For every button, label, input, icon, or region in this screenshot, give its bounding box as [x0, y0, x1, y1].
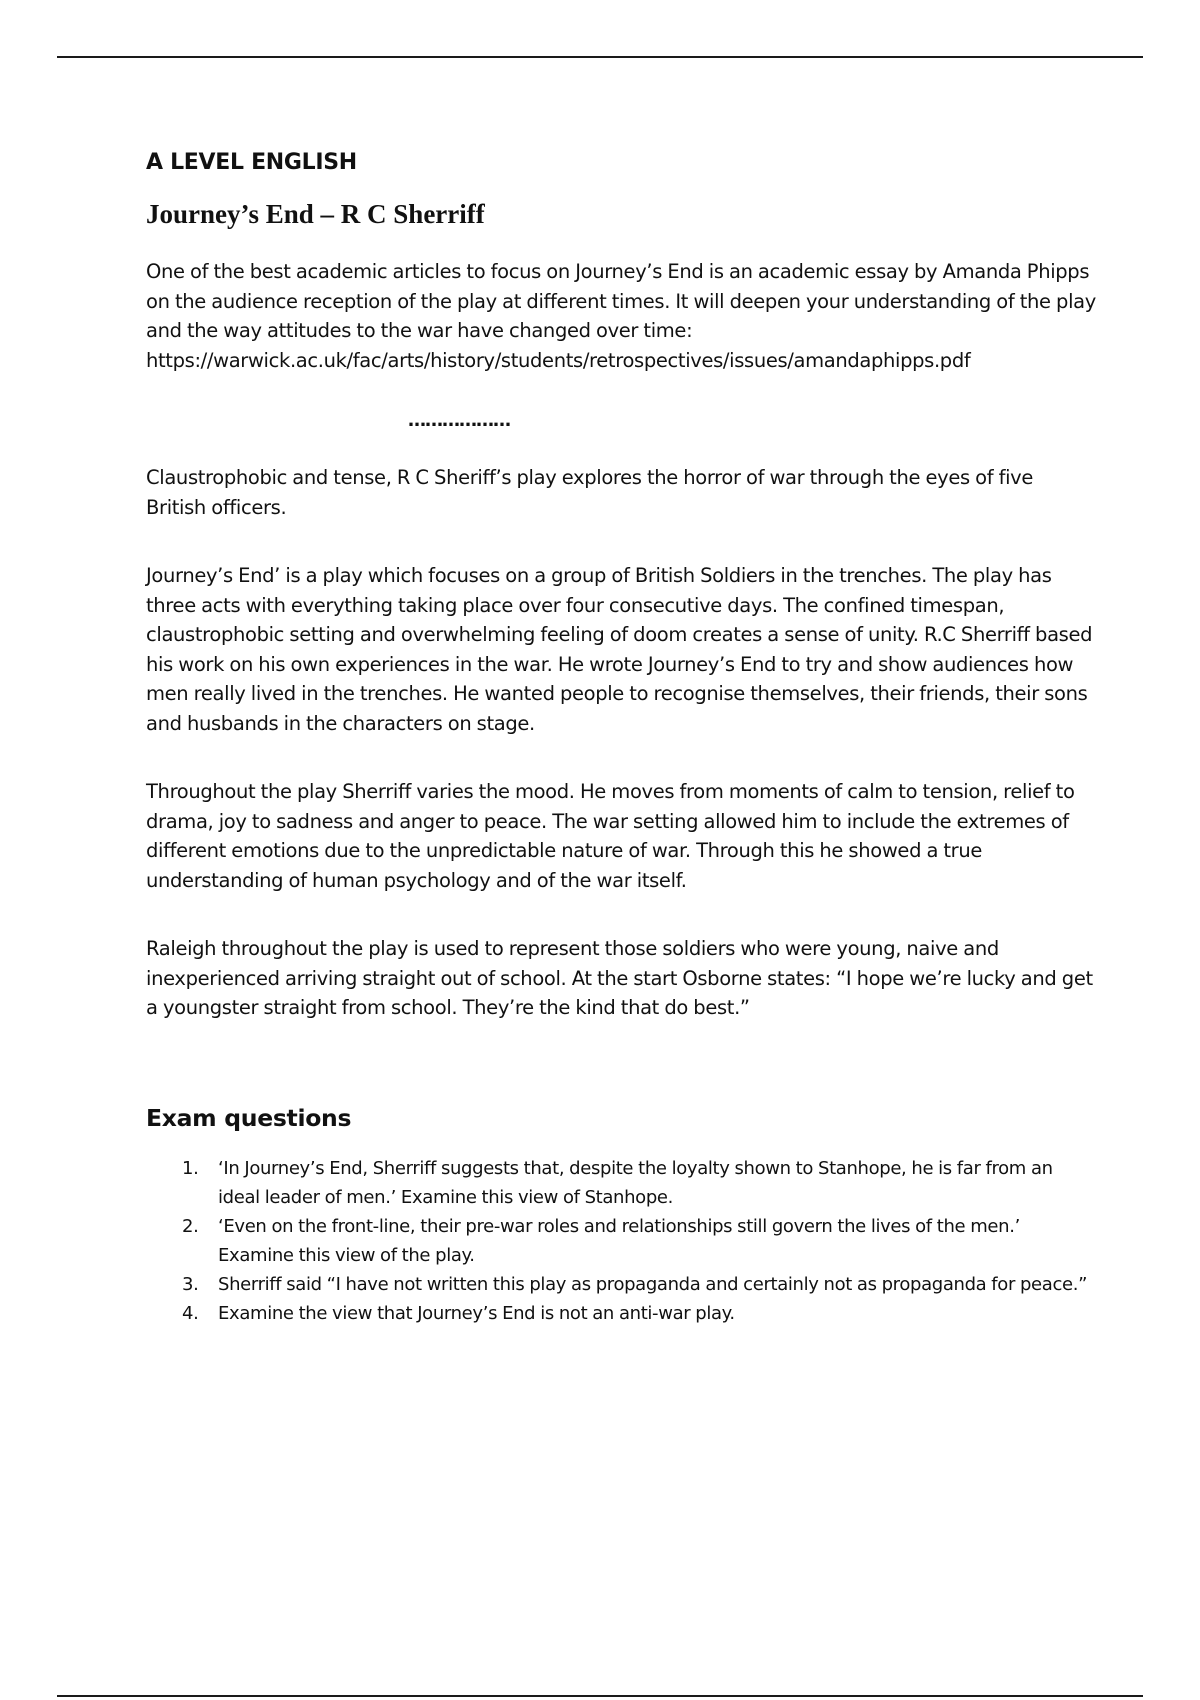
list-item — [146, 1299, 1096, 1328]
question-text: ‘In Journey’s End, Sherriff suggests that, despite the loyalty shown to Stanhope, he is far from an ideal leader of men.’ Examine this view of Stanhope. — [218, 1157, 1053, 1208]
question-number: 1. — [182, 1157, 199, 1179]
level-heading: A LEVEL ENGLISH — [146, 150, 357, 175]
bottom-rule — [57, 1695, 1143, 1697]
top-rule — [57, 56, 1143, 58]
exam-questions-heading: Exam questions — [146, 1103, 352, 1132]
question-text: Examine the view that Journey’s End is not an anti-war play. — [218, 1302, 735, 1324]
question-text: Sherriff said “I have not written this play as propaganda and certainly not as propaganda for peace.” — [218, 1273, 1088, 1295]
document-title: Journey’s End – R C Sherriff — [146, 199, 485, 229]
list-item — [146, 1212, 1096, 1270]
intro-paragraph: One of the best academic articles to focus on Journey’s End is an academic essay by Amanda Phipps on the audience reception of the play at different times. It will deepen your understanding of the play and the way attitudes to the war have changed over time: https://warwick.ac.uk/fac/arts/history/students/retrospectives/issues/amandaphipps.pdf — [146, 260, 1096, 372]
list-item — [146, 1270, 1096, 1299]
paragraph-mood: Throughout the play Sherriff varies the mood. He moves from moments of calm to tension, relief to drama, joy to sadness and anger to peace. The war setting allowed him to include the extremes of different emotions due to the unpredictable nature of war. Through this he showed a true understanding of human psychology and of the war itself. — [146, 780, 1075, 892]
paragraph-raleigh: Raleigh throughout the play is used to represent those soldiers who were young, naive and inexperienced arriving straight out of school. At the start Osborne states: “I hope we’re lucky and get a youngster straight from school. They’re the kind that do best.” — [146, 937, 1093, 1019]
paragraph-overview: Journey’s End’ is a play which focuses on a group of British Soldiers in the trenches. The play has three acts with everything taking place over four consecutive days. The confined timespan, claustrophobic setting and overwhelming feeling of doom creates a sense of unity. R.C Sherriff based his work on his own experiences in the war. He wrote Journey’s End to try and show audiences how men really lived in the trenches. He wanted people to recognise themselves, their friends, their sons and husbands in the characters on stage. — [146, 564, 1093, 735]
paragraph-summary: Claustrophobic and tense, R C Sheriff’s play explores the horror of war through the eyes of five British officers. — [146, 466, 1033, 519]
exam-questions-list — [146, 1154, 1096, 1328]
question-text: ‘Even on the front-line, their pre-war roles and relationships still govern the lives of the men.’ Examine this view of the play. — [218, 1215, 1020, 1266]
question-number: 3. — [182, 1273, 199, 1295]
question-number: 4. — [182, 1302, 199, 1324]
section-separator: ……………… — [408, 410, 510, 431]
list-item — [146, 1154, 1096, 1212]
question-number: 2. — [182, 1215, 199, 1237]
document-body — [146, 140, 1096, 1328]
